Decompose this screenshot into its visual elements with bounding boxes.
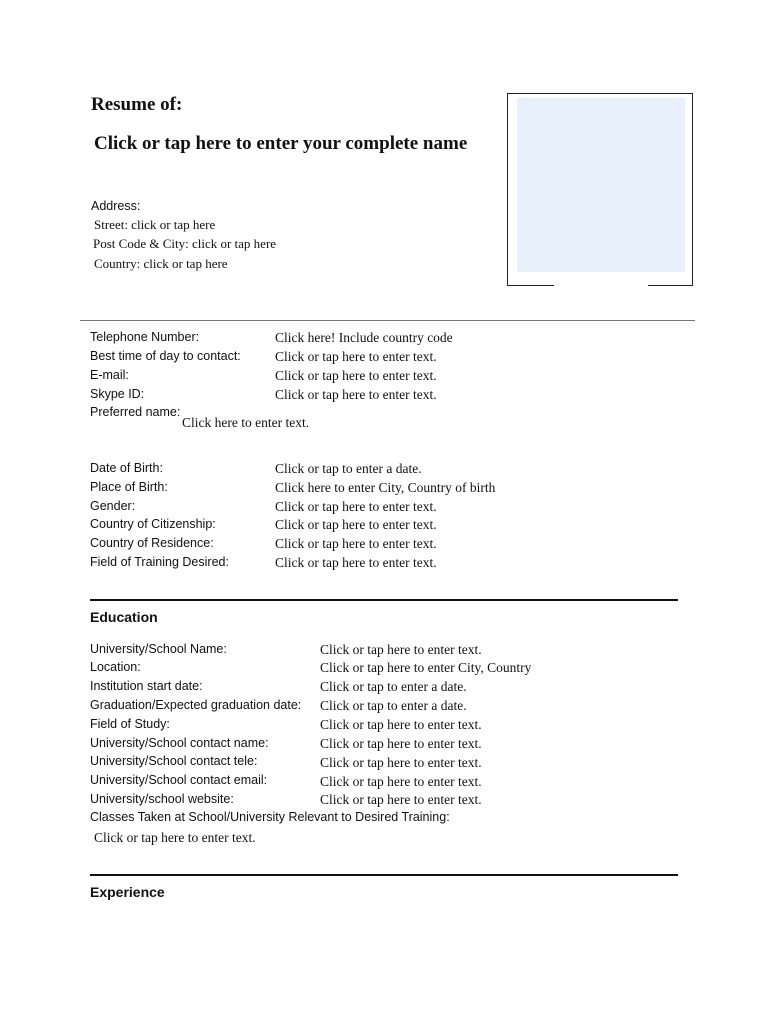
residence-field[interactable]: Click or tap here to enter text.: [275, 536, 437, 551]
contact-tele-field[interactable]: Click or tap here to enter text.: [320, 755, 482, 770]
residence-label: Country of Residence:: [90, 536, 214, 550]
field-of-study-field[interactable]: Click or tap here to enter text.: [320, 717, 482, 732]
email-label: E-mail:: [90, 368, 129, 382]
training-label: Field of Training Desired:: [90, 555, 229, 569]
skype-field[interactable]: Click or tap here to enter text.: [275, 387, 437, 402]
contact-name-label: University/School contact name:: [90, 736, 269, 750]
street-field[interactable]: Street: click or tap here: [94, 217, 216, 232]
address-title: Address:: [91, 199, 141, 213]
best-time-label: Best time of day to contact:: [90, 349, 241, 363]
photo-frame-gap: [554, 280, 648, 286]
telephone-field[interactable]: Click here! Include country code: [275, 330, 453, 345]
classes-label: Classes Taken at School/University Relevant to Desired Training:: [90, 810, 450, 824]
preferred-name-field[interactable]: Click here to enter text.: [182, 415, 310, 430]
graduation-date-field[interactable]: Click or tap to enter a date.: [320, 698, 467, 713]
field-of-study-label: Field of Study:: [90, 717, 170, 731]
preferred-name-label: Preferred name:: [90, 405, 181, 419]
photo-area[interactable]: [517, 98, 685, 272]
contact-name-field[interactable]: Click or tap here to enter text.: [320, 736, 482, 751]
name-input-field[interactable]: Click or tap here to enter your complete name: [94, 133, 468, 154]
education-title: Education: [90, 609, 158, 625]
contact-email-field[interactable]: Click or tap here to enter text.: [320, 774, 482, 789]
gender-label: Gender:: [90, 499, 136, 513]
best-time-field[interactable]: Click or tap here to enter text.: [275, 349, 437, 364]
school-name-label: University/School Name:: [90, 642, 227, 656]
start-date-label: Institution start date:: [90, 679, 203, 693]
place-of-birth-label: Place of Birth:: [90, 480, 168, 494]
location-label: Location:: [90, 660, 141, 674]
country-field[interactable]: Country: click or tap here: [94, 256, 228, 271]
photo-placeholder[interactable]: [507, 93, 693, 286]
start-date-field[interactable]: Click or tap to enter a date.: [320, 679, 467, 694]
email-field[interactable]: Click or tap here to enter text.: [275, 368, 437, 383]
dob-label: Date of Birth:: [90, 461, 163, 475]
training-field[interactable]: Click or tap here to enter text.: [275, 555, 437, 570]
education-divider: [90, 599, 678, 601]
location-field[interactable]: Click or tap here to enter City, Country: [320, 660, 532, 675]
experience-title: Experience: [90, 884, 165, 900]
postcode-city-field[interactable]: Post Code & City: click or tap here: [93, 236, 277, 251]
school-name-field[interactable]: Click or tap here to enter text.: [320, 642, 482, 657]
citizenship-field[interactable]: Click or tap here to enter text.: [275, 517, 437, 532]
place-of-birth-field[interactable]: Click here to enter City, Country of birth: [275, 480, 496, 495]
skype-label: Skype ID:: [90, 387, 145, 401]
gender-field[interactable]: Click or tap here to enter text.: [275, 499, 437, 514]
website-label: University/school website:: [90, 792, 234, 806]
experience-divider: [90, 874, 678, 876]
resume-of-label: Resume of:: [91, 94, 183, 115]
contact-email-label: University/School contact email:: [90, 773, 268, 787]
classes-field[interactable]: Click or tap here to enter text.: [94, 830, 256, 845]
dob-field[interactable]: Click or tap to enter a date.: [275, 461, 422, 476]
telephone-label: Telephone Number:: [90, 330, 200, 344]
header-divider: [80, 320, 695, 321]
graduation-date-label: Graduation/Expected graduation date:: [90, 698, 302, 712]
contact-tele-label: University/School contact tele:: [90, 754, 258, 768]
citizenship-label: Country of Citizenship:: [90, 517, 216, 531]
website-field[interactable]: Click or tap here to enter text.: [320, 792, 482, 807]
